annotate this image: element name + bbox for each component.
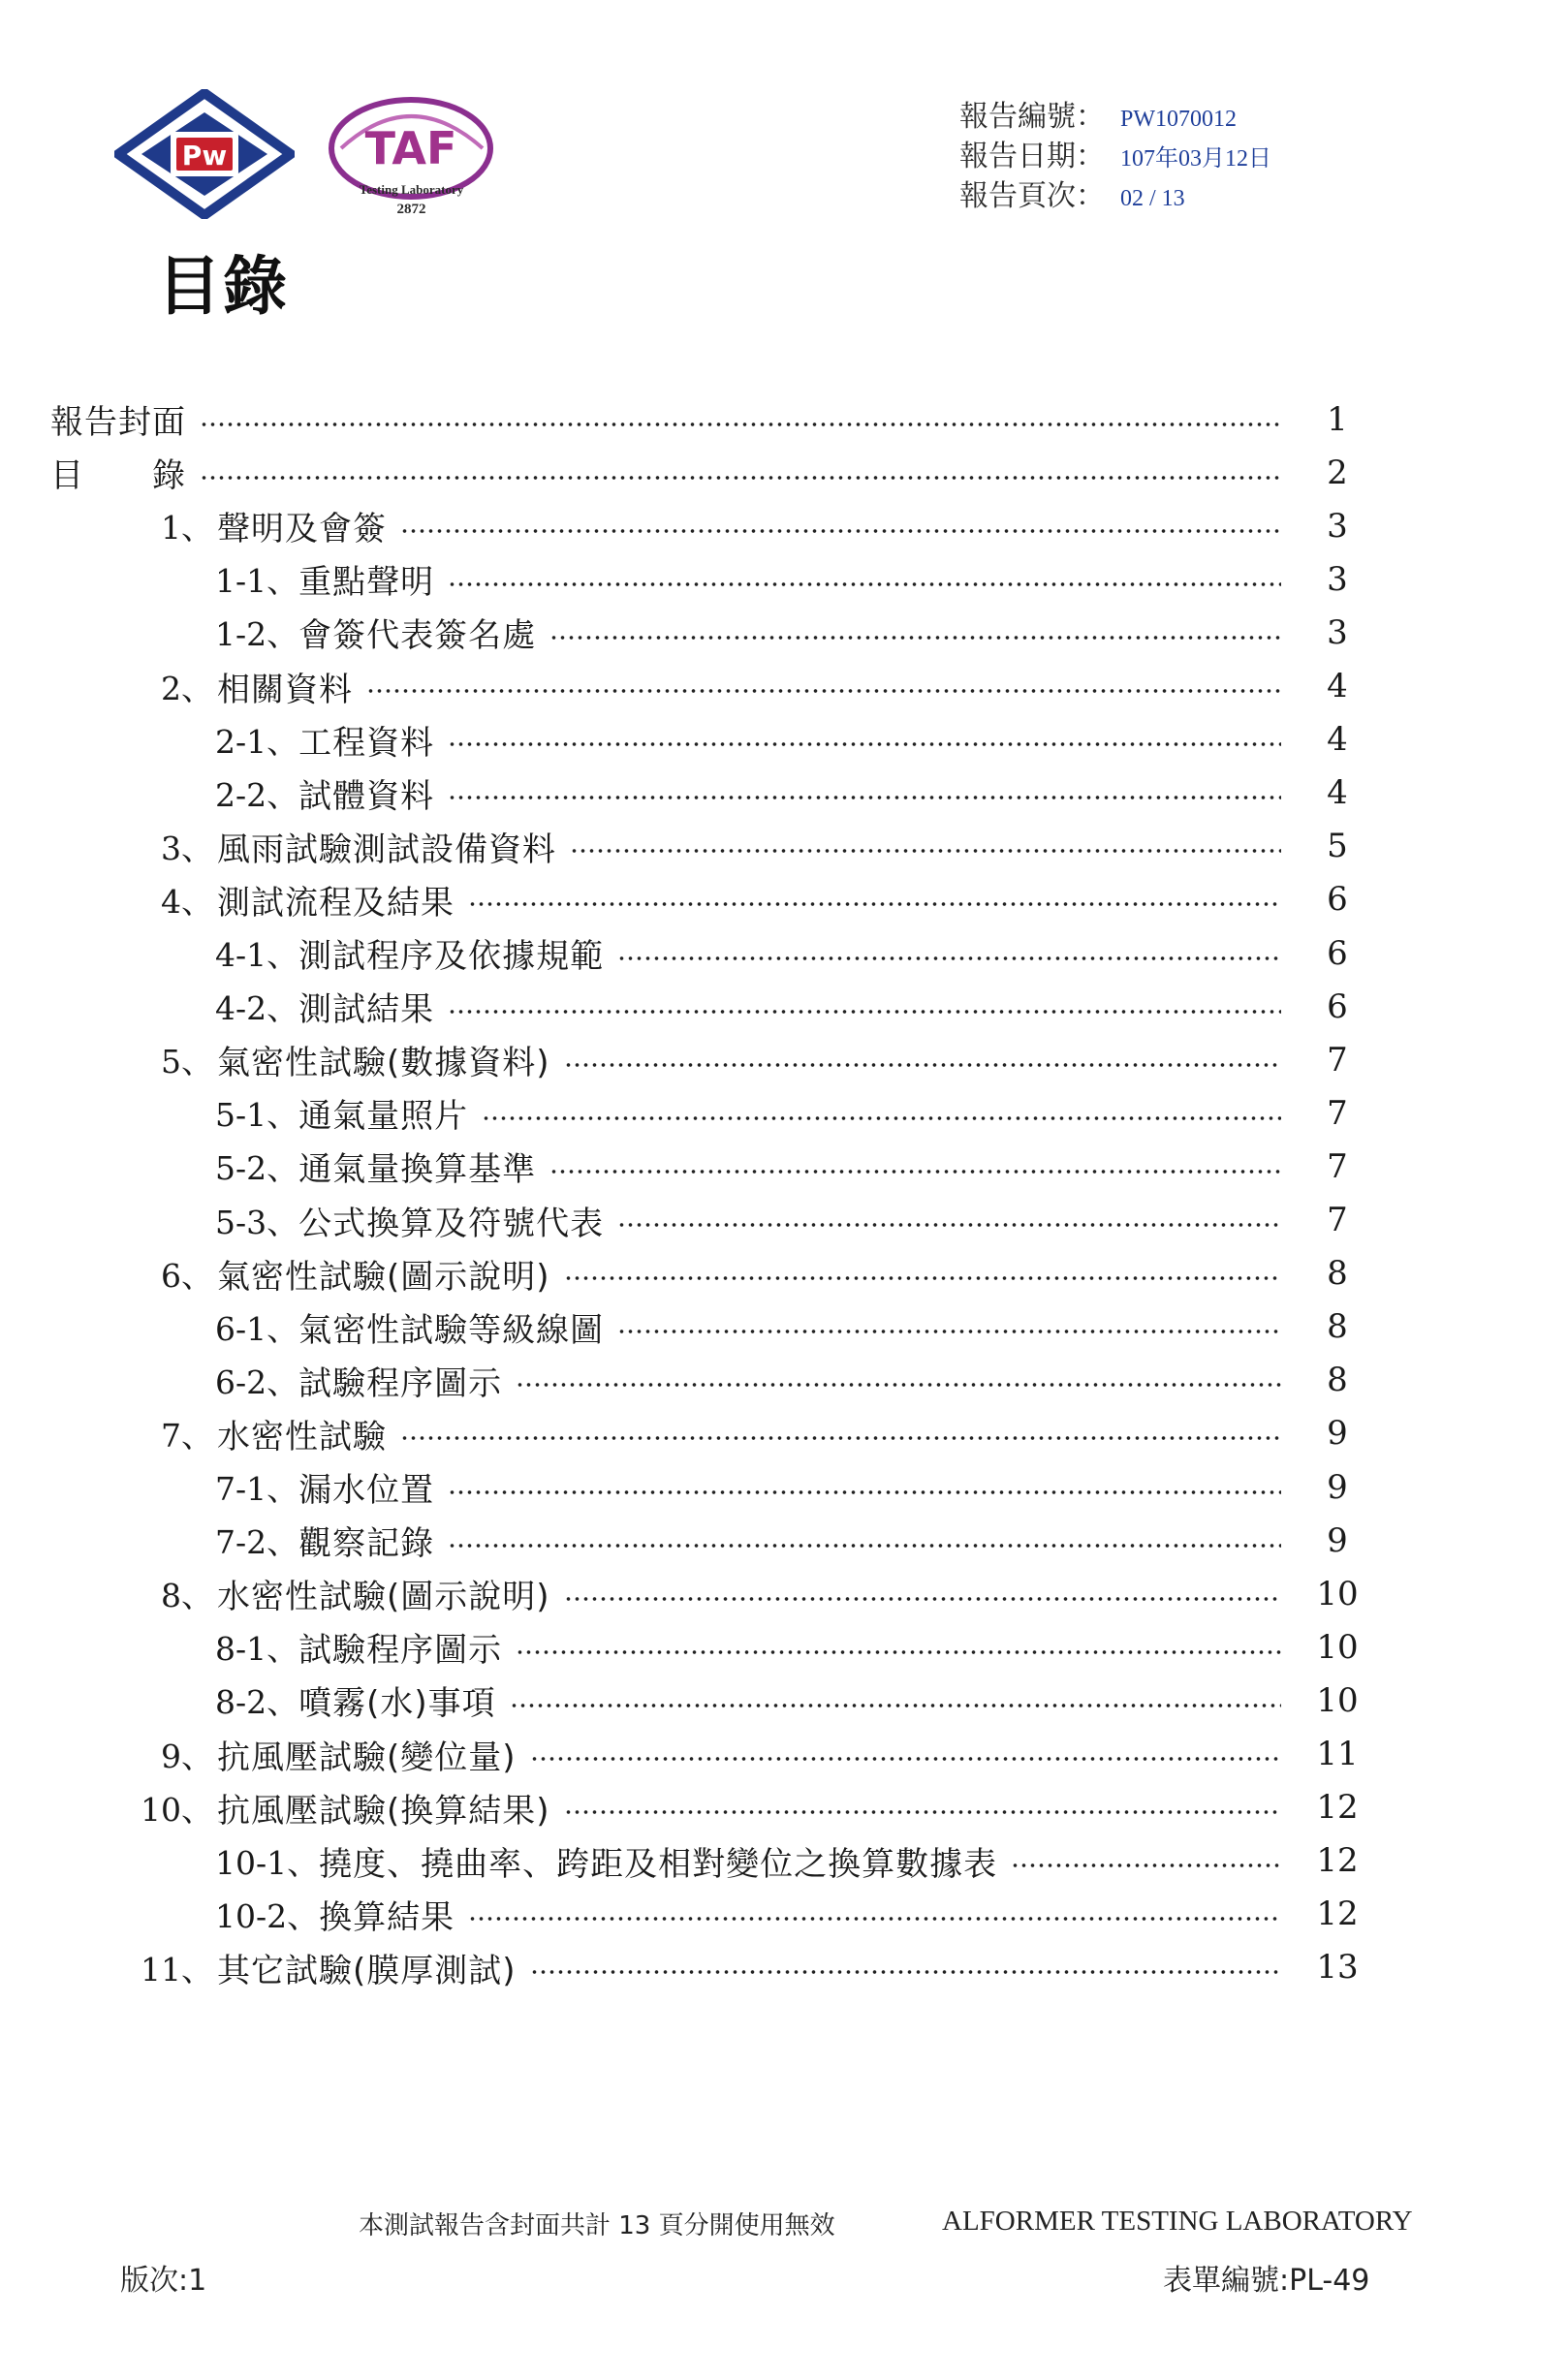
toc-dot-leader xyxy=(366,689,1281,693)
toc-entry-title: 噴霧(水)事項 xyxy=(298,1684,496,1724)
toc-page-number: 9 xyxy=(1327,1467,1348,1507)
taf-caption-line1: Testing Laboratory xyxy=(359,182,464,197)
toc-page-number: 7 xyxy=(1327,1201,1348,1239)
toc-dot-leader xyxy=(448,742,1281,746)
toc-page-number: 3 xyxy=(1327,612,1348,652)
toc-entry-title: 氣密性試驗(圖示說明) xyxy=(217,1257,550,1297)
toc-entry-title: 氣密性試驗(數據資料) xyxy=(217,1044,550,1083)
footer-note: 本測試報告含封面共計 13 頁分開使用無效 xyxy=(359,2211,835,2240)
toc-page-number: 9 xyxy=(1327,1414,1348,1454)
toc-dot-leader xyxy=(549,1170,1281,1174)
toc-page-number: 5 xyxy=(1327,827,1348,866)
toc-entry-title: 撓度、撓曲率、跨距及相對變位之換算數據表 xyxy=(319,1844,998,1884)
toc-entry-title: 相關資料 xyxy=(217,670,353,709)
svg-text:TAF: TAF xyxy=(364,122,457,174)
toc-chapter-number: 3、 xyxy=(161,829,213,867)
toc-entry-title: 試體資料 xyxy=(298,776,435,816)
report-date-label: 報告日期： xyxy=(959,140,1105,173)
report-info xyxy=(959,97,1271,216)
toc-entry-title: 聲明及會簽 xyxy=(217,510,387,549)
toc-row xyxy=(215,1620,1299,1674)
toc-page-number: 7 xyxy=(1327,1093,1348,1133)
toc-row xyxy=(215,767,1299,820)
toc-section-number: 6-2、 xyxy=(215,1362,299,1401)
toc-row xyxy=(97,1728,1299,1781)
report-date-row xyxy=(959,137,1271,176)
toc-dot-leader xyxy=(564,1810,1281,1814)
toc-section-number: 2-2、 xyxy=(215,775,299,814)
toc-row xyxy=(215,1460,1299,1514)
toc-row xyxy=(215,1086,1299,1140)
toc-page-number: 12 xyxy=(1316,1841,1359,1881)
toc-chapter-number: 4、 xyxy=(161,882,213,921)
toc-dot-leader xyxy=(617,956,1281,960)
toc-row xyxy=(215,1888,1299,1941)
toc-page-number: 10 xyxy=(1316,1627,1359,1667)
toc-entry-title: 試驗程序圖示 xyxy=(298,1631,503,1671)
toc-row xyxy=(97,1033,1299,1086)
toc-section-number: 7-1、 xyxy=(215,1470,299,1508)
toc-entry-title: 重點聲明 xyxy=(298,563,435,603)
toc-section-number: 5-2、 xyxy=(215,1149,299,1188)
toc-page-number: 8 xyxy=(1327,1254,1348,1294)
report-page-value: 02 / 13 xyxy=(1120,186,1185,211)
toc-chapter-number: 8、 xyxy=(161,1577,213,1615)
footer-form-number: 表單編號:PL-49 xyxy=(1163,2264,1370,2298)
toc-dot-leader xyxy=(530,1757,1281,1761)
toc-row xyxy=(215,1514,1299,1567)
toc-dot-leader xyxy=(448,1010,1281,1014)
toc-dot-leader xyxy=(448,1544,1281,1548)
toc-section-number: 8-2、 xyxy=(215,1683,299,1722)
footer-version: 版次:1 xyxy=(120,2264,207,2298)
toc-entry-title: 公式換算及符號代表 xyxy=(298,1204,605,1243)
toc-page-number: 4 xyxy=(1327,720,1348,760)
toc-row xyxy=(215,713,1299,767)
toc-dot-leader xyxy=(510,1704,1281,1707)
report-number-label: 報告編號： xyxy=(959,100,1105,134)
toc-row xyxy=(97,1247,1299,1300)
toc-row xyxy=(97,1407,1299,1460)
toc-entry-title: 測試結果 xyxy=(298,990,435,1030)
toc-chapter-number: 11、 xyxy=(141,1950,213,1989)
toc-row xyxy=(215,1834,1299,1888)
footer-lab-name: ALFORMER TESTING LABORATORY xyxy=(942,2206,1413,2237)
toc-section-number: 4-1、 xyxy=(215,936,299,974)
toc-dot-leader xyxy=(564,1597,1281,1601)
toc-entry-title: 抗風壓試驗(變位量) xyxy=(217,1738,517,1777)
toc-row xyxy=(215,926,1299,980)
toc-page-number: 6 xyxy=(1327,986,1348,1026)
toc-entry-title: 氣密性試驗等級線圖 xyxy=(298,1310,605,1350)
toc-row xyxy=(215,606,1299,659)
toc-dot-leader xyxy=(468,902,1281,906)
toc-entry-title: 會簽代表簽名處 xyxy=(298,616,537,656)
toc-dot-leader xyxy=(516,1383,1281,1387)
toc-entry-title: 換算結果 xyxy=(319,1897,455,1937)
toc-row xyxy=(97,820,1299,873)
taf-logo-caption xyxy=(322,182,501,218)
toc-entry-title: 測試流程及結果 xyxy=(217,883,455,923)
toc-page-number: 9 xyxy=(1327,1520,1348,1560)
toc-entry-title: 報告封面 xyxy=(50,403,186,442)
toc-page-number: 10 xyxy=(1316,1574,1359,1613)
toc-chapter-number: 9、 xyxy=(161,1737,213,1775)
toc-row xyxy=(215,1140,1299,1193)
toc-entry-title: 試驗程序圖示 xyxy=(298,1363,503,1403)
toc-section-number: 4-2、 xyxy=(215,989,299,1028)
toc-page-number: 12 xyxy=(1316,1788,1359,1828)
toc-page-number: 6 xyxy=(1327,880,1348,920)
toc-section-number: 2-1、 xyxy=(215,722,299,761)
toc-page-number: 2 xyxy=(1327,453,1348,492)
toc-entry-title: 其它試驗(膜厚測試) xyxy=(217,1951,517,1990)
toc-entry-title: 抗風壓試驗(換算結果) xyxy=(217,1791,550,1831)
toc-dot-leader xyxy=(516,1650,1281,1654)
toc-row xyxy=(97,1781,1299,1834)
toc-row xyxy=(215,1300,1299,1354)
toc-entry-title: 通氣量換算基準 xyxy=(298,1150,537,1190)
toc-section-number: 7-2、 xyxy=(215,1523,299,1562)
toc-entry-title: 水密性試驗(圖示說明) xyxy=(217,1578,550,1617)
toc-page-number: 10 xyxy=(1316,1680,1359,1720)
toc-section-number: 5-1、 xyxy=(215,1096,299,1135)
toc-dot-leader xyxy=(400,529,1281,533)
report-number-value: PW1070012 xyxy=(1120,107,1237,132)
toc-section-number: 10-2、 xyxy=(215,1896,320,1935)
toc-page-number: 8 xyxy=(1327,1361,1348,1400)
toc-dot-leader xyxy=(482,1116,1281,1120)
toc-entry-title: 漏水位置 xyxy=(298,1471,435,1510)
toc-page-number: 12 xyxy=(1316,1895,1359,1934)
toc-chapter-number: 7、 xyxy=(161,1416,213,1455)
toc-page-number: 4 xyxy=(1327,667,1348,705)
toc-dot-leader xyxy=(549,636,1281,640)
toc-entry-title: 通氣量照片 xyxy=(298,1097,469,1137)
toc-section-number: 10-1、 xyxy=(215,1843,320,1882)
toc-row xyxy=(215,552,1299,606)
toc-entry-title: 工程資料 xyxy=(298,723,435,763)
toc-row xyxy=(97,499,1299,552)
toc-page-number: 4 xyxy=(1327,773,1348,813)
toc-row xyxy=(215,980,1299,1033)
toc-page-number: 3 xyxy=(1327,559,1348,599)
report-page-row xyxy=(959,176,1271,216)
toc-dot-leader xyxy=(448,796,1281,799)
toc-dot-leader xyxy=(570,849,1281,853)
toc-row xyxy=(50,446,1299,499)
toc-dot-leader xyxy=(530,1970,1281,1974)
toc-page-number: 11 xyxy=(1316,1735,1359,1773)
report-page-label: 報告頁次： xyxy=(959,179,1105,213)
toc-page-number: 7 xyxy=(1327,1040,1348,1080)
toc-page-number: 3 xyxy=(1327,506,1348,546)
report-number-row xyxy=(959,97,1271,137)
toc-row xyxy=(97,1941,1299,1994)
toc-dot-leader xyxy=(448,1490,1281,1494)
toc-dot-leader xyxy=(1011,1863,1281,1867)
toc-section-number: 1-2、 xyxy=(215,615,299,654)
toc-row xyxy=(97,873,1299,926)
toc-entry-title: 測試程序及依據規範 xyxy=(298,937,605,976)
toc-chapter-number: 1、 xyxy=(161,509,213,548)
toc-row xyxy=(97,660,1299,713)
toc-page-number: 7 xyxy=(1327,1146,1348,1186)
toc-dot-leader xyxy=(564,1063,1281,1067)
toc-row xyxy=(215,1194,1299,1247)
page-title: 目錄 xyxy=(157,249,289,324)
toc-dot-leader xyxy=(200,423,1281,426)
toc-page-number: 6 xyxy=(1327,933,1348,973)
toc-row xyxy=(50,392,1299,446)
toc-section-number: 6-1、 xyxy=(215,1309,299,1348)
toc-section-number: 5-3、 xyxy=(215,1203,299,1241)
toc-dot-leader xyxy=(564,1276,1281,1280)
toc-dot-leader xyxy=(400,1436,1281,1440)
toc-page-number: 13 xyxy=(1316,1948,1359,1988)
toc-row xyxy=(215,1354,1299,1407)
toc-section-number: 1-1、 xyxy=(215,562,299,601)
toc-row xyxy=(215,1674,1299,1727)
taf-caption-line2: 2872 xyxy=(396,202,426,217)
toc-dot-leader xyxy=(200,476,1281,480)
toc-page-number: 8 xyxy=(1327,1307,1348,1347)
toc-entry-title: 水密性試驗 xyxy=(217,1417,387,1456)
toc-entry-title: 風雨試驗測試設備資料 xyxy=(217,830,556,869)
report-date-value: 107年03月12日 xyxy=(1120,146,1271,172)
toc-row xyxy=(97,1567,1299,1620)
toc-chapter-number: 6、 xyxy=(161,1256,213,1295)
toc-page-number: 1 xyxy=(1327,399,1348,439)
svg-text:Pw: Pw xyxy=(181,140,228,172)
toc-chapter-number: 10、 xyxy=(141,1790,213,1829)
toc-dot-leader xyxy=(617,1223,1281,1227)
toc-dot-leader xyxy=(448,582,1281,586)
pw-logo xyxy=(114,89,295,219)
toc-entry-title: 目 錄 xyxy=(50,456,186,496)
toc-section-number: 8-1、 xyxy=(215,1630,299,1669)
toc-dot-leader xyxy=(468,1917,1281,1921)
toc-entry-title: 觀察記錄 xyxy=(298,1524,435,1564)
toc-chapter-number: 2、 xyxy=(161,669,213,707)
toc-dot-leader xyxy=(617,1330,1281,1333)
toc-chapter-number: 5、 xyxy=(161,1043,213,1081)
